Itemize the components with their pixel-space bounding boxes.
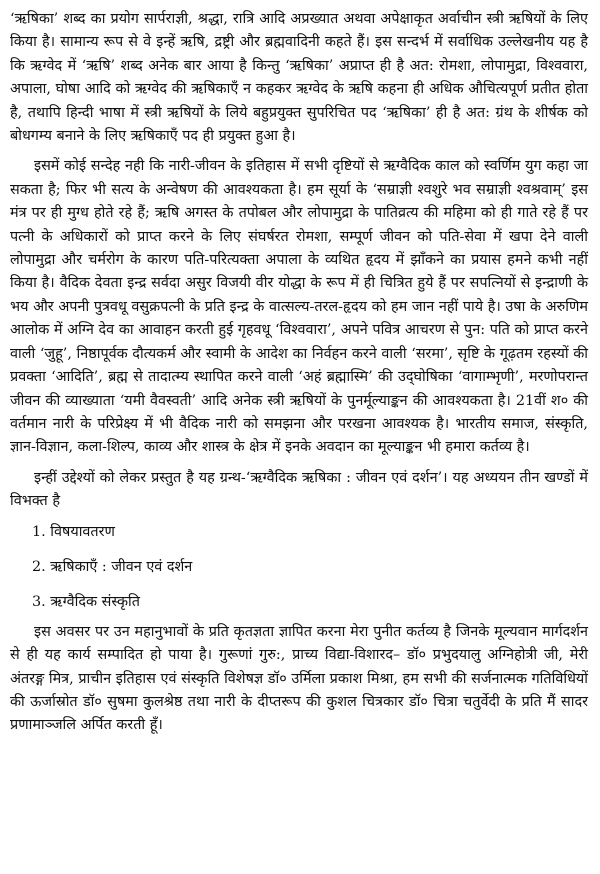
section-item-3: 3. ऋग्वैदिक संस्कृति	[32, 594, 140, 611]
paragraph-vedic-women: इसमें कोई सन्देह नही कि नारी-जीवन के इतिहास में सभी दृष्टियों से ऋग्वैदिक काल को स्वर्णिम युग कहा जा सकता है; फिर भी सत्य के अन्वेषण की आवश्यकता है। हम सूर्या के ‘सम्राज्ञी श्वशुरे भव सम्राज्ञी श्वश्रवाम्’ इस मंत्र पर ही मुग्ध होते रहे हैं; ऋषि अगस्त के तपोबल और लोपामुद्रा के पातिव्रत्य की महिमा को ही गाते रहे हैं पर पत्नी के अधिकारों को प्राप्त करने के लिए संघर्षरत रोमशा, सम्पूर्ण जीवन को पति-सेवा में खपा देने वाली लोपामुद्रा और चर्मरोग के कारण पति-परित्यक्ता अपाला के व्यथित हृदय में झाँकने का प्रयास हमने कभी नहीं किया है। वैदिक देवता इन्द्र सर्वदा असुर विजयी वीर योद्धा के रूप में ही चित्रित हुये हैं पर सपत्नियों से इन्द्राणी के भय और अपनी पुत्रवधू वसुक्रपत्नी के प्रति इन्द्र के वात्सल्य-तरल-हृदय को हम जान नहीं पाये है। उषा के अरुणिम आलोक में अग्नि देव का आवाहन करती हुई गृहवधू ‘विश्ववारा’, अपने पवित्र आचरण से पुन: पति को प्राप्त करने वाली ‘जुहू’, निष्ठापूर्वक दौत्यकर्म और स्वामी के आदेश का निर्वहन करने वाली ‘सरमा’, सृष्टि के गूढ़तम रहस्यों की प्रवक्ता ‘आदिति’, ब्रह्म से तादात्म्य स्थापित करने वाली ‘अहं ब्रह्मास्मि’ की उद्‌घोषिका ‘वागाम्भृणी’, मरणोपरान्त जीवन की व्याख्याता ‘यमी वैवस्वती’ आदि अनेक स्त्री ऋषियों के पुनर्मूल्याङ्कन की आवश्यकता है। 21वीं श० की वर्तमान नारी के परिप्रेक्ष्य में भी वैदिक नारी को समझना और परखना आवश्यक है। भारतीय समाज, संस्कृति, ज्ञान-विज्ञान, कला-शिल्प, काव्य और शास्त्र के क्षेत्र में इनके अवदान का मूल्याङ्कन भी हमारा कर्तव्य है।	[10, 158, 588, 456]
paragraph-book-intro: इन्हीं उद्देश्यों को लेकर प्रस्तुत है यह ग्रन्थ-‘ऋग्वैदिक ऋषिका : जीवन एवं दर्शन’। यह अध्ययन तीन खण्डों में विभक्त है	[10, 469, 588, 510]
section-list	[32, 521, 588, 615]
section-item-2: 2. ऋषिकाएँ : जीवन एवं दर्शन	[32, 558, 193, 575]
paragraph-rishika-usage: ‘ऋषिका’ शब्द का प्रयोग सार्पराज्ञी, श्रद्धा, रात्रि आदि अप्रख्यात अथवा अपेक्षाकृत अर्वाचीन स्त्री ऋषियों के लिए किया है। सामान्य रूप से वे इन्हें ऋषि, द्रष्ट्री और ब्रह्मवादिनी कहते हैं। इस सन्दर्भ में सर्वाधिक उल्लेखनीय यह है कि ऋग्वेद में ‘ऋषि’ शब्द अनेक बार आया है किन्तु ‘ऋषिका’ अप्राप्त ही है अत: रोमशा, लोपामुद्रा, विश्ववारा, अपाला, घोषा आदि को ऋग्वेद की ऋषिकाएँ न कहकर ऋग्वेद के ऋषि कहना ही अधिक औचित्यपूर्ण प्रतीत होता है, तथापि हिन्दी भाषा में स्त्री ऋषियों के लिये बहुप्रयुक्त सुपरिचित पद ‘ऋषिका’ ही है अत: ग्रंथ के शीर्षक को बोधगम्य बनाने के लिए ऋषिकाएँ पद ही प्रयुक्त हुआ है।	[10, 11, 588, 145]
paragraph-acknowledgement: इस अवसर पर उन महानुभावों के प्रति कृतज्ञता ज्ञापित करना मेरा पुनीत कर्तव्य है जिनके मूल्यवान मार्गदर्शन से ही यह कार्य सम्पादित हो पाया है। गुरूणां गुरु:, प्राच्य विद्या-विशारद– डॉ० प्रभुदयालु अग्निहोत्री जी, मेरी अंतरङ्ग मित्र, प्राचीन इतिहास एवं संस्कृति विशेषज्ञ डॉ० उर्मिला प्रकाश मिश्रा, हम सभी की सर्जनात्मक गतिविधियों की ऊर्जास्रोत डॉ० सुषमा कुलश्रेष्ठ तथा नारी के दीप्तरूप की कुशल चित्रकार डॉ० चित्रा चतुर्वेदी के प्रति मैं सादर प्रणामाञ्जलि अर्पित करती हूँ।	[10, 623, 588, 734]
section-item-1: 1. विषयावतरण	[32, 523, 115, 540]
